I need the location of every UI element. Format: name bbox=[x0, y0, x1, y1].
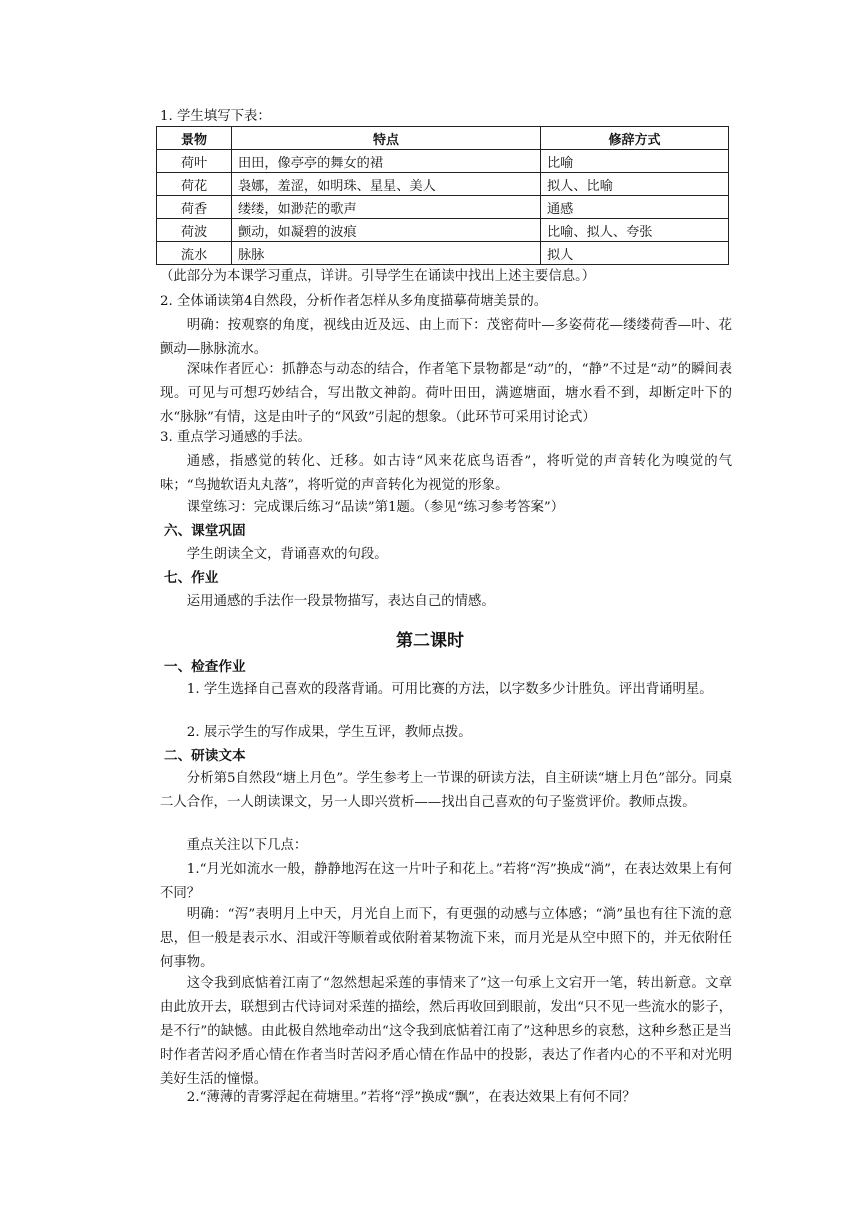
item-2: 2. 展示学生的写作成果，学生互评，教师点拨。 bbox=[186, 725, 472, 740]
body-paragraph: 通感，指感觉的转化、迁移。如古诗“风来花底鸟语香”，将听觉的声音转化为嗅觉的气味；“鸟抛软语丸丸落”，将听觉的声音转化为视觉的形象。 bbox=[160, 454, 732, 493]
table-intro: 1. 学生填写下表： bbox=[160, 109, 271, 124]
table-cell: 缕缕，如渺茫的歌声 bbox=[232, 196, 541, 219]
table-cell: 比喻 bbox=[541, 150, 729, 173]
rhetoric-table bbox=[156, 126, 729, 265]
table-cell: 拟人 bbox=[541, 242, 729, 265]
item-3: 3. 重点学习通感的手法。 bbox=[160, 430, 311, 445]
table-cell: 脉脉 bbox=[232, 242, 541, 265]
question-1: 1.“月光如流水一般，静静地泻在这一片叶子和花上。”若将“泻”换成“淌”，在表达效果上有何不同？ bbox=[160, 862, 732, 901]
table-cell: 流水 bbox=[157, 242, 232, 265]
table-cell: 比喻、拟人、夸张 bbox=[541, 219, 729, 242]
question-2: 2.“薄薄的青雾浮起在荷塘里。”若将“浮”换成“飘”，在表达效果上有何不同？ bbox=[186, 1090, 636, 1105]
table-cell: 荷香 bbox=[157, 196, 232, 219]
table-row bbox=[157, 173, 729, 196]
table-header: 景物 bbox=[157, 127, 232, 150]
table-cell: 袅娜，羞涩，如明珠、星星、美人 bbox=[232, 173, 541, 196]
body-paragraph: 重点关注以下几点： bbox=[186, 838, 308, 853]
table-cell: 荷叶 bbox=[157, 150, 232, 173]
table-header: 修辞方式 bbox=[541, 127, 729, 150]
table-cell: 荷花 bbox=[157, 173, 232, 196]
table-row bbox=[157, 219, 729, 242]
section-heading: 一、检查作业 bbox=[164, 659, 246, 675]
section-heading: 七、作业 bbox=[164, 570, 219, 586]
table-header-row bbox=[157, 127, 729, 150]
table-cell: 荷波 bbox=[157, 219, 232, 242]
body-paragraph: 运用通感的手法作一段景物描写，表达自己的情感。 bbox=[186, 594, 495, 609]
table-row bbox=[157, 242, 729, 265]
body-paragraph: 学生朗读全文，背诵喜欢的句段。 bbox=[186, 547, 388, 562]
table-row bbox=[157, 196, 729, 219]
exercise-paragraph: 课堂练习：完成课后练习“品读”第1题。（参见“练习参考答案”） bbox=[186, 500, 565, 515]
body-paragraph: 分析第5自然段“塘上月色”。学生参考上一节课的研读方法，自主研读“塘上月色”部分。同桌二人合作，一人朗读课文，另一人即兴赏析——找出自己喜欢的句子鉴赏评价。教师点拨。 bbox=[160, 771, 732, 810]
table-cell: 拟人、比喻 bbox=[541, 173, 729, 196]
note-paragraph: （此部分为本课学习重点，详讲。引导学生在诵读中找出上述主要信息。） bbox=[160, 269, 596, 284]
table-cell: 颤动，如凝碧的波痕 bbox=[232, 219, 541, 242]
item-1: 1. 学生选择自己喜欢的段落背诵。可用比赛的方法，以字数多少计胜负。评出背诵明星。 bbox=[186, 682, 713, 697]
section-heading: 二、研读文本 bbox=[164, 748, 246, 764]
lesson-title: 第二课时 bbox=[396, 631, 464, 651]
table-cell: 通感 bbox=[541, 196, 729, 219]
item-2: 2. 全体诵读第4自然段，分析作者怎样从多角度描摹荷塘美景的。 bbox=[160, 294, 548, 309]
table-header: 特点 bbox=[232, 127, 541, 150]
table-cell: 田田，像亭亭的舞女的裙 bbox=[232, 150, 541, 173]
body-paragraph: 这令我到底惦着江南了“忽然想起采莲的事情来了”这一句承上文宕开一笔，转出新意。文章由此放开去，联想到古代诗词对采莲的描绘，然后再收回到眼前，发出“只不见一些流水的影子，是不行”的缺憾。由此极自然地牵动出“这令我到底惦着江南了”这种思乡的哀愁，这种乡愁正是当时作者苦闷矛盾心情在作者当时苦闷矛盾心情在作品中的投影，表达了作者内心的不平和对光明美好生活的憧憬。 bbox=[160, 976, 732, 1087]
section-heading: 六、课堂巩固 bbox=[164, 523, 246, 539]
mingque-paragraph: 明确：“泻”表明月上中天，月光自上而下，有更强的动感与立体感；“淌”虽也有往下流的意思，但一般是表示水、泪或汗等顺着或依附着某物流下来，而月光是从空中照下的，并无依附任何事物。 bbox=[160, 907, 732, 970]
mingque-paragraph: 明确：按观察的角度，视线由近及远、由上而下：茂密荷叶—多姿荷花—缕缕荷香—叶、花颤动—脉脉流水。 bbox=[160, 318, 732, 357]
table-row bbox=[157, 150, 729, 173]
body-paragraph: 深味作者匠心：抓静态与动态的结合，作者笔下景物都是“动”的，“静”不过是“动”的瞬间表现。可见与可想巧妙结合，写出散文神韵。荷叶田田，满遮塘面，塘水看不到，却断定叶下的水“脉脉”有情，这是由叶子的“风致”引起的想象。（此环节可采用讨论式） bbox=[160, 362, 732, 425]
